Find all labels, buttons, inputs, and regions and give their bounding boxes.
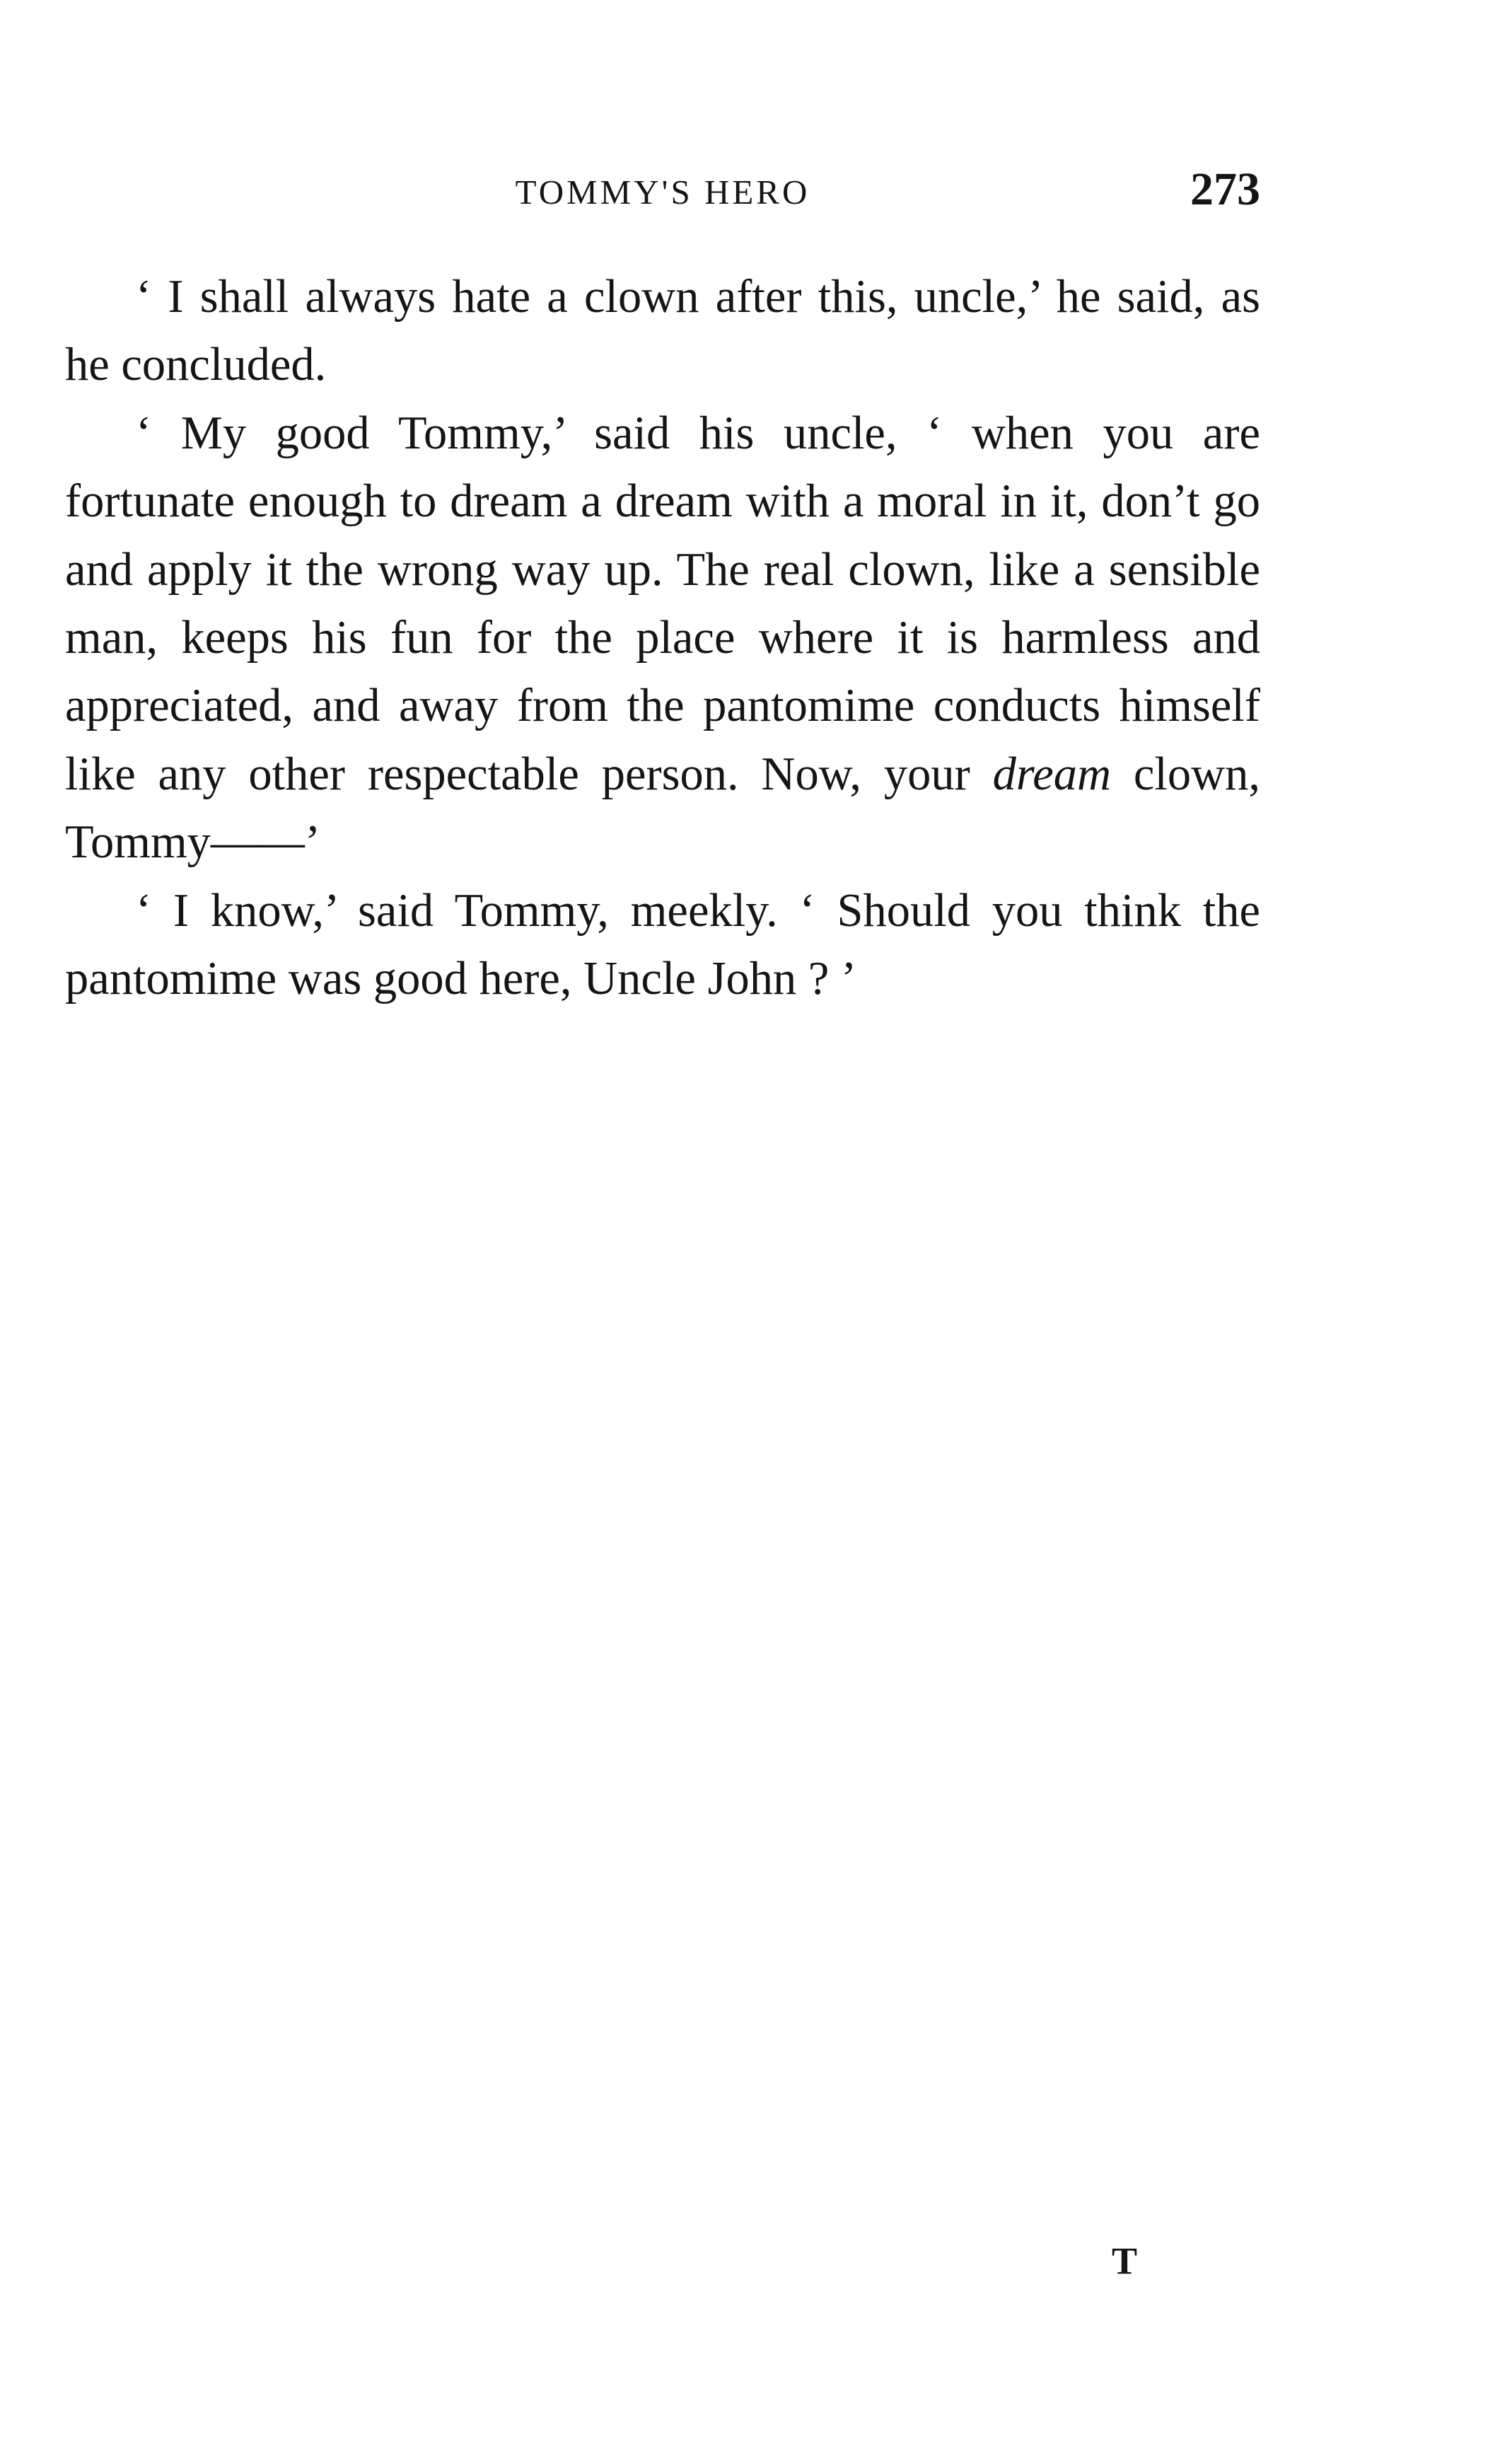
paragraph [65,400,1260,877]
text-segment: clown, Tommy——’ [65,748,1260,869]
running-head [65,161,1260,218]
body-text [65,263,1260,1013]
paragraph [65,877,1260,1014]
text-segment: ‘ My good Tommy,’ said his uncle, ‘ when you are fortunate enough to dream a dream with a moral in it, don’t go and apply it the wrong way up. The real clown, like a sensible man, keeps his fun for the place where it is harmless and appreciated, and away from the pantomime conducts himself like any other respectable person. Now, your [65,407,1260,800]
text-segment: ‘ I know,’ said Tommy, meekly. ‘ Should you think the pantomime was good here, Uncle John ? ’ [65,884,1260,1005]
paragraph [65,263,1260,400]
running-title: TOMMY'S HERO [515,173,810,212]
signature-mark: T [1112,2240,1138,2282]
italic-text-segment: dream [992,748,1112,800]
text-segment: ‘ I shall always hate a clown after this, uncle,’ he said, as he concluded. [65,271,1260,391]
page-number: 273 [1190,163,1260,215]
